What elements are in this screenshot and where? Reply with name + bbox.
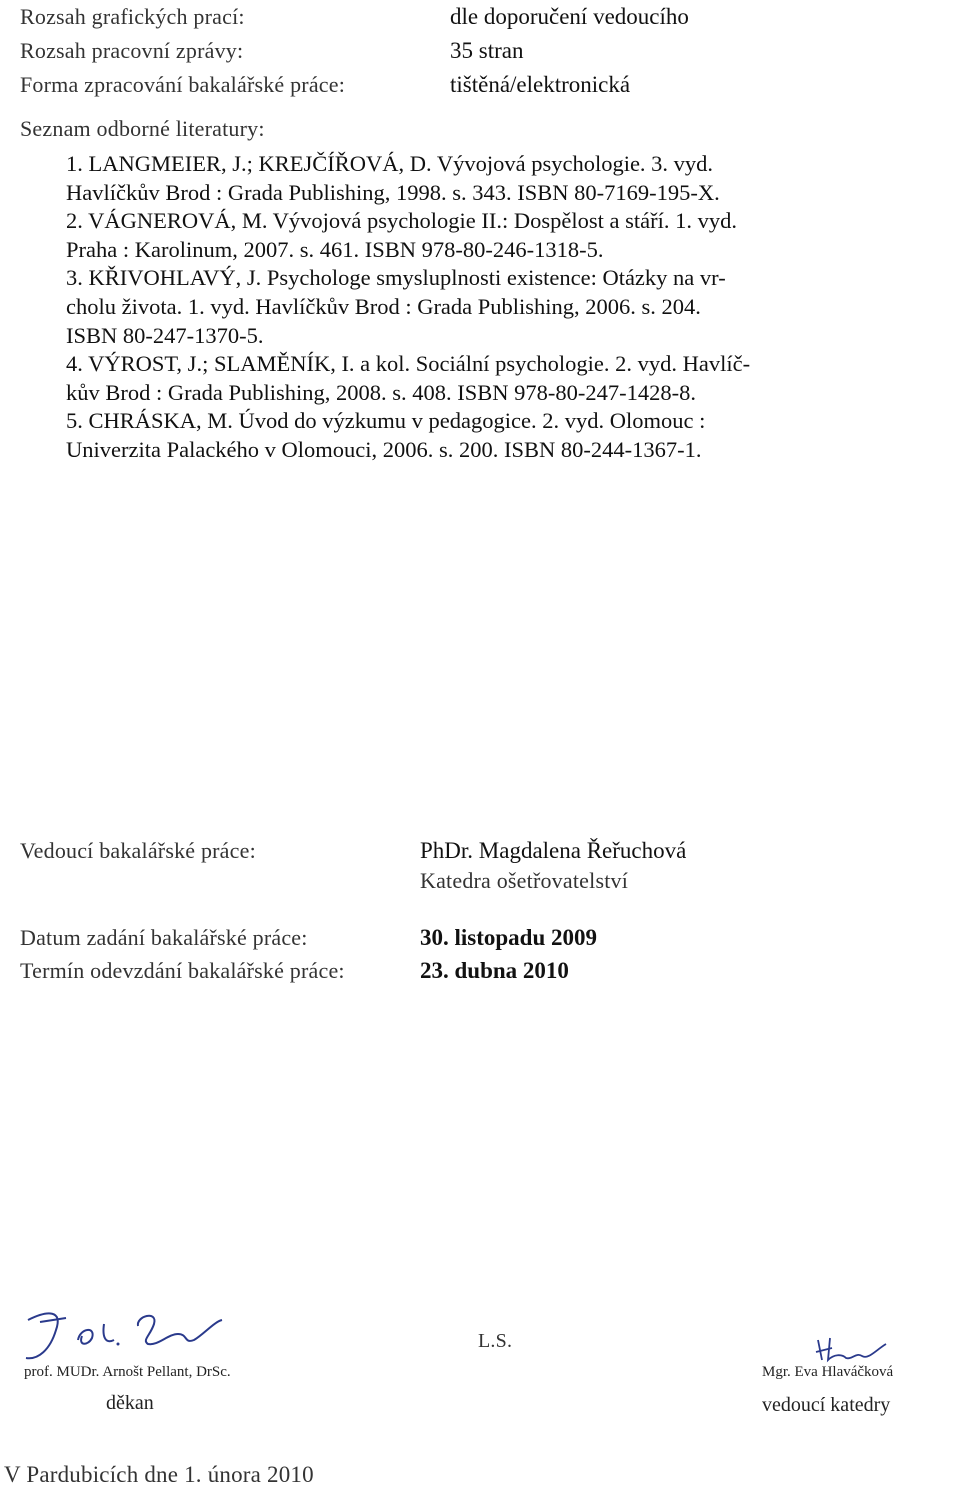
- head-role: vedoucí katedry: [762, 1394, 891, 1416]
- reference-line: 4. VÝROST, J.; SLAMĚNÍK, I. a kol. Sociální psychologie. 2. vyd. Havlíč-: [66, 351, 751, 377]
- seal-mark: L.S.: [478, 1330, 513, 1352]
- thesis-form-label: Forma zpracování bakalářské práce:: [20, 72, 346, 97]
- reference-line: cholu života. 1. vyd. Havlíčkův Brod : Grada Publishing, 2006. s. 204.: [66, 293, 701, 319]
- graphic-works-value: dle doporučení vedoucího: [450, 4, 689, 29]
- dean-name: prof. MUDr. Arnošt Pellant, DrSc.: [24, 1364, 231, 1380]
- report-length-value: 35 stran: [450, 38, 524, 63]
- report-length-label: Rozsah pracovní zprávy:: [20, 38, 244, 63]
- supervisor-department: Katedra ošetřovatelství: [420, 868, 629, 893]
- place-date: V Pardubicích dne 1. února 2010: [4, 1462, 314, 1487]
- supervisor-name: PhDr. Magdalena Řeřuchová: [420, 838, 687, 863]
- reference-line: kův Brod : Grada Publishing, 2008. s. 408. ISBN 978-80-247-1428-8.: [66, 379, 696, 405]
- reference-line: 5. CHRÁSKA, M. Úvod do výzkumu v pedagogice. 2. vyd. Olomouc :: [66, 408, 706, 434]
- submission-date-label: Termín odevzdání bakalářské práce:: [20, 958, 345, 983]
- reference-line: 2. VÁGNEROVÁ, M. Vývojová psychologie II.: Dospělost a stáří. 1. vyd.: [66, 208, 737, 234]
- graphic-works-label: Rozsah grafických prací:: [20, 4, 245, 29]
- supervisor-label: Vedoucí bakalářské práce:: [20, 838, 256, 863]
- thesis-form-value: tištěná/elektronická: [450, 72, 631, 97]
- literature-label: Seznam odborné literatury:: [20, 116, 265, 141]
- dean-signature: [18, 1300, 238, 1370]
- submission-date-value: 23. dubna 2010: [420, 958, 569, 983]
- reference-line: Praha : Karolinum, 2007. s. 461. ISBN 978-80-246-1318-5.: [66, 236, 604, 262]
- reference-line: ISBN 80-247-1370-5.: [66, 322, 264, 348]
- reference-line: Havlíčkův Brod : Grada Publishing, 1998. s. 343. ISBN 80-7169-195-X.: [66, 179, 720, 205]
- head-name: Mgr. Eva Hlaváčková: [762, 1364, 894, 1380]
- assignment-date-value: 30. listopadu 2009: [420, 925, 598, 950]
- dean-role: děkan: [106, 1392, 154, 1414]
- reference-line: Univerzita Palackého v Olomouci, 2006. s. 200. ISBN 80-244-1367-1.: [66, 436, 702, 462]
- reference-line: 1. LANGMEIER, J.; KREJČÍŘOVÁ, D. Vývojová psychologie. 3. vyd.: [66, 151, 714, 176]
- reference-list: [66, 150, 956, 465]
- reference-line: 3. KŘIVOHLAVÝ, J. Psychologe smysluplnosti existence: Otázky na vr-: [66, 265, 726, 291]
- assignment-date-label: Datum zadání bakalářské práce:: [20, 925, 308, 950]
